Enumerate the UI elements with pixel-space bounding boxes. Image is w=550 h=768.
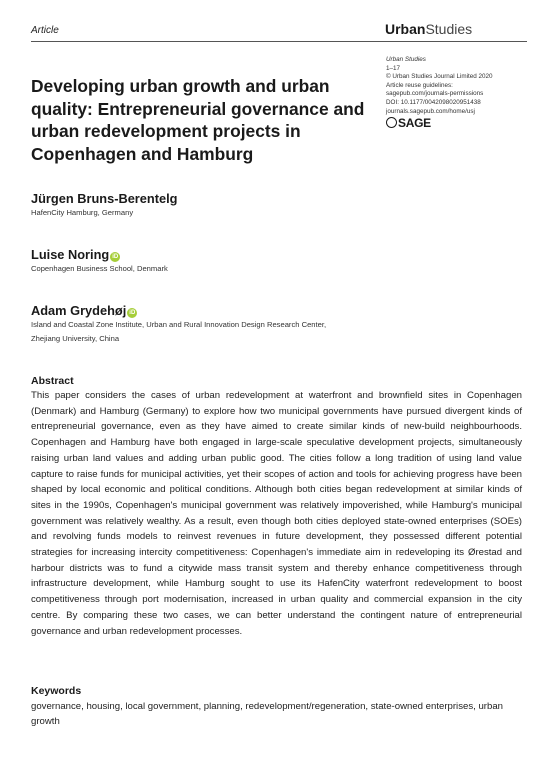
author-name: Adam Grydehøj <box>31 303 127 318</box>
keywords-heading: Keywords <box>31 685 82 697</box>
author-affiliation-line-2: Zhejiang University, China <box>31 334 120 343</box>
orcid-icon[interactable]: iD <box>112 254 119 260</box>
paper-title: Developing urban growth and urban quality: Entrepreneurial governance and urban redevelopment projects in Copenhagen and Hamburg <box>31 76 365 164</box>
header-divider <box>31 41 527 42</box>
article-type-label: Article <box>31 25 59 36</box>
author-name-with-orcid <box>31 303 137 318</box>
author-affiliation: Island and Coastal Zone Institute, Urban and Rural Innovation Design Research Center, <box>31 320 327 329</box>
meta-pages: 1–17 <box>386 64 401 72</box>
meta-journal-name: Urban Studies <box>386 56 426 63</box>
journal-brand-bold: Urban <box>385 21 426 37</box>
meta-permissions-link[interactable]: sagepub.com/journals-permissions <box>386 90 484 98</box>
author-affiliation: HafenCity Hamburg, Germany <box>31 208 134 217</box>
author-name: Luise Noring <box>31 247 110 262</box>
author-name: Jürgen Bruns-Berentelg <box>31 191 178 206</box>
sage-logo-icon <box>386 117 397 128</box>
meta-reuse-label: Article reuse guidelines: <box>386 81 453 89</box>
author-name-with-orcid <box>31 247 120 262</box>
publication-meta <box>386 56 536 130</box>
abstract-heading: Abstract <box>31 375 74 387</box>
abstract-text: This paper considers the cases of urban redevelopment at waterfront and brownfield sites in Copenhagen (Denmark) and Hamburg (Germany) to explore how two municipal governments have pursued divergent kinds of entrepreneurial governance, even as they have aimed to create similar kinds of new-build neighbourhoods. Copenhagen and Hamburg have both engaged in large-scale speculative development projects, simultaneously raising urban land values and adding urban public good. The cities follow a long tradition of using land value capture to raise funds for municipal activities, yet their scopes of action and tools for achieving progress have been shaped by local economic and political conditions. Although both cities began redevelopment at similar kinds of sites in the 1990s, Copenhagen's municipal government was relatively impoverished, while Hamburg's municipal government was relatively wealthy. As a result, even though both cities deployed state-owned enterprises (SOEs) and revolving funds models to reinvest revenues in future development, they possessed different potential strategies for increasing intercity competitiveness: Copenhagen's immediate aim in redeveloping its Ørestad and harbour districts was to fund a citywide mass transit system and thereby enhance competitiveness through infrastructure development, while Hamburg sought to use its HafenCity waterfront redevelopment to boost competitiveness through port modernisation, increased in urban quality and commercial expansion in the city centre. By comparing these two cases, we can better understand the contingent nature of entrepreneurial governance and urban redevelopment processes. <box>31 390 522 637</box>
journal-brand <box>385 21 472 37</box>
meta-journal-url[interactable]: journals.sagepub.com/home/usj <box>386 107 475 115</box>
meta-copyright: © Urban Studies Journal Limited 2020 <box>386 73 493 81</box>
journal-brand-light: Studies <box>425 21 473 37</box>
publisher-name: SAGE <box>398 116 431 131</box>
orcid-icon[interactable]: iD <box>129 310 136 316</box>
author-affiliation: Copenhagen Business School, Denmark <box>31 264 168 273</box>
publisher-logo <box>386 117 536 130</box>
meta-doi[interactable]: DOI: 10.1177/0042098020951438 <box>386 98 481 106</box>
keywords-list: governance, housing, local government, planning, redevelopment/regeneration, state-owned enterprises, urban growth <box>31 701 503 727</box>
